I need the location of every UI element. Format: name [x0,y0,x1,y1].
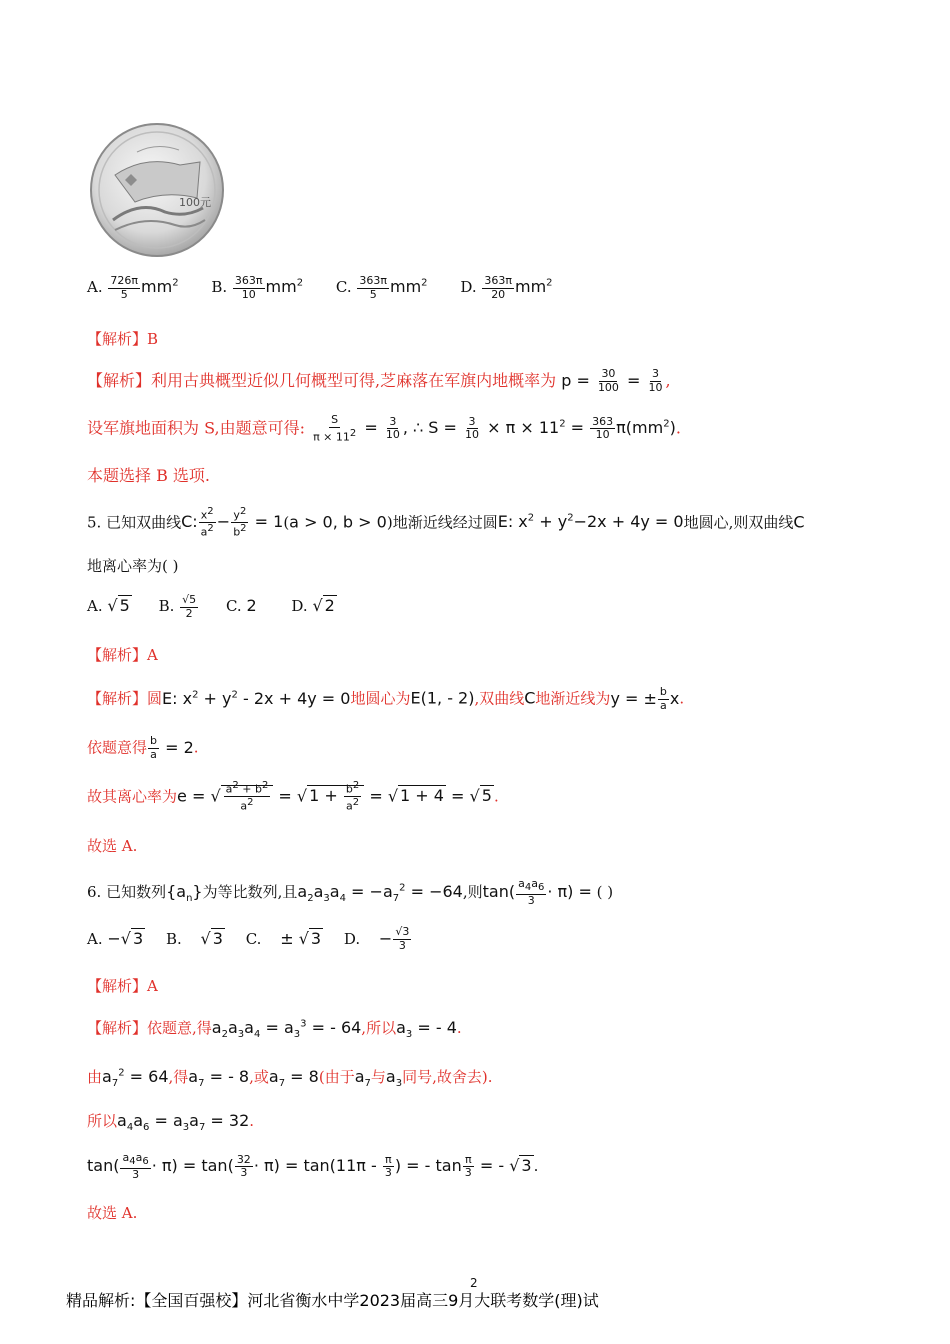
q6-answer: 【解析】A [87,977,158,995]
q4-answer: 【解析】B [87,330,159,348]
q6-option-a: A. −√ 3 [87,928,144,948]
footer-text: 精品解析:【全国百强校】河北省衡水中学2023届高三9月大联考数学(理)试 [66,1291,599,1310]
q5-options [87,594,337,620]
q6-option-b: B. √ 3 [165,928,223,948]
q5-solution-line-3: 故其离心率为e = √ $\frac{a^2 + b^2}{a^2}$ = √ 1 + $\frac{b^2}{a^2}$ = √ 1 + 4 = √ 5 . [87,780,499,813]
q5-stem: 5. 已知双曲线C: $\frac{x^2}{a^2}$ − $\frac{y^2}{b^2}$ = 1(a > 0, b > 0)地渐近线经过圆E: $x^2 + y^2-2x + 4y = 0$地圆心,则双曲线C [87,506,805,539]
q6-solution-line-1: 【解析】依题意,得$a_2a_3a_4 = a_3^3$ = - 64,所以$a_3$ = - 4. [87,1018,462,1041]
q5-option-b: B. $\frac{√5}{2}$ [158,593,197,620]
q4-solution-line-2: 设军旗地面积为 S,由题意可得: $\frac{S}{\pi \times 11^2}$ = $\frac{3}{10}$ , ∴ S = $\frac{3}{10}$ × $\pi \times 11^2$ = $\frac{363}{10}$ $\pi(mm^2)$. [87,413,681,444]
q6-option-c: C. ± √ 3 [245,928,322,948]
q4-solution-line-3: 本题选择 B 选项. [87,466,211,485]
q5-solution-line-2: 依题意得 $\frac{b}{a}$ = 2. [87,734,199,761]
q5-stem-line-2: 地离心率为( ) [87,557,179,575]
q6-solution-line-2: 由$a_7^2 = 64$,得$a_7$ = - 8,或$a_7 = 8$(由于$a_7$与$a_3$同号,故舍去). [87,1067,493,1090]
coin-denomination: 100元 [179,196,211,209]
q6-stem: 6. 已知数列$\{a_n\}$为等比数列,且$a_2a_3a_4 = -a_7^2 = -64$,则tan( $\frac{a_4a_6}{3}$ · π) = ( ) [87,877,614,907]
q5-solution-line-4: 故选 A. [87,837,138,855]
q6-solution-line-5: 故选 A. [87,1204,138,1222]
q5-solution-line-1: 【解析】圆E: $x^2 + y^2 - 2x + 4y = 0$地圆心为E(1, - 2),双曲线C地渐近线为y = ± $\frac{b}{a}$ x. [87,685,685,712]
q6-solution-line-4: tan( $\frac{a_4a_6}{3}$ · π) = tan( $\frac{32}{3}$ · π) = tan(11π - $\frac{\pi}{3}$ ) = - tan $\frac{\pi}{3}$ = - √ 3 . [87,1151,539,1181]
q4-option-b: B. $\frac{363\pi}{10}$ $mm^2$ [211,274,304,301]
page-number: 2 [470,1276,478,1290]
q4-option-a: A. $\frac{726\pi}{5}$ $mm^2$ [87,274,179,301]
coin-image [85,120,230,260]
q6-solution-line-3: 所以$a_4a_6 = a_3a_7 = 32$. [87,1111,255,1134]
q5-answer: 【解析】A [87,646,158,664]
q4-solution-line-1: 【解析】利用古典概型近似几何概型可得,芝麻落在军旗内地概率为 p = $\frac{30}{100}$ = $\frac{3}{10}$ , [87,367,671,394]
q5-option-d: D. √ 2 [291,596,335,616]
q5-option-a: A. √ 5 [87,596,130,616]
q6-options [87,926,412,952]
q5-option-c: C. 2 [225,596,257,616]
q4-option-c: C. $\frac{363\pi}{5}$ $mm^2$ [335,274,428,301]
q4-option-d: D. $\frac{363\pi}{20}$ $mm^2$ [460,274,553,301]
q6-option-d: D. − $\frac{√3}{3}$ [343,925,410,952]
q4-options [87,275,553,301]
